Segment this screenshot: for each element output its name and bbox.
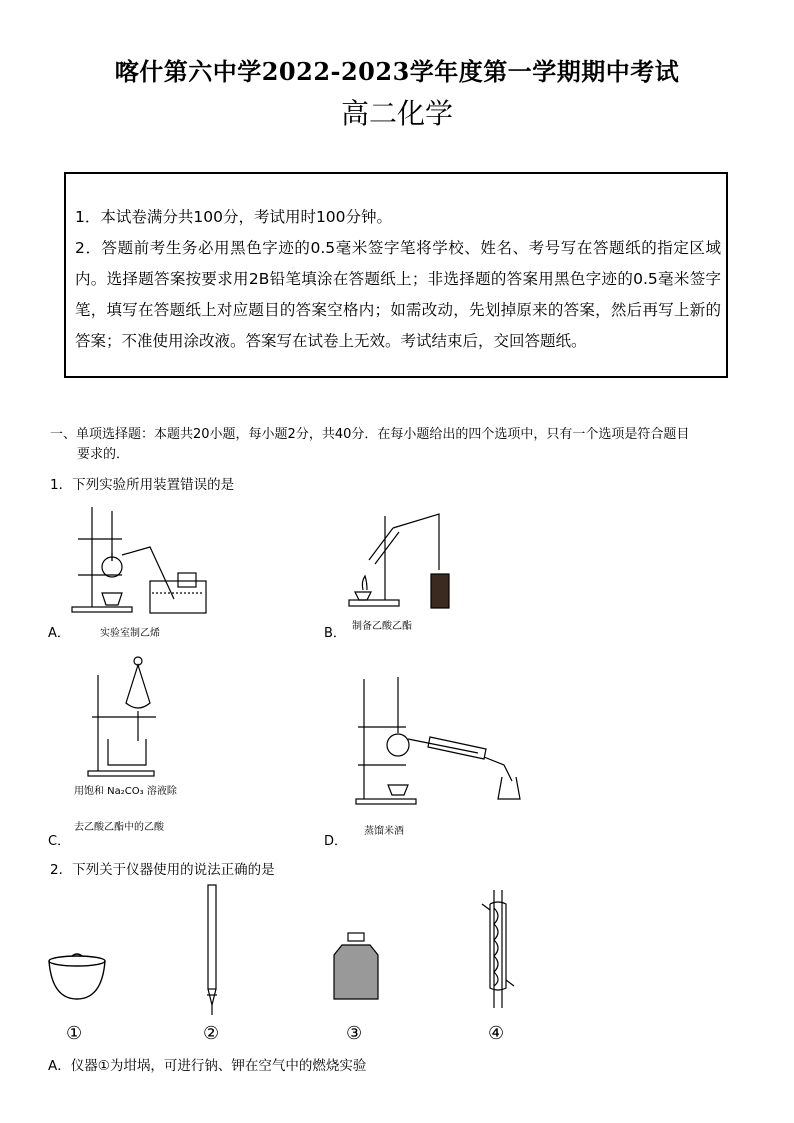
exam-subtitle: 高二化学 [340, 97, 453, 130]
apparatus-b-diagram [345, 510, 465, 610]
instrument-label-4: ④ [488, 1023, 505, 1044]
exam-title: 喀什第六中学2022-2023学年度第一学期期中考试 [114, 57, 680, 86]
q1-option-d-caption: 蒸馏米酒 [364, 826, 404, 837]
q2-option-a: A．仪器①为坩埚，可进行钠、钾在空气中的燃烧实验 [48, 1058, 367, 1074]
condenser-icon [480, 888, 516, 1012]
q1-option-a-caption: 实验室制乙烯 [100, 628, 160, 639]
notice-line-2: 2．答题前考生务必用黑色字迹的0.5毫米签字笔将学校、姓名、考号写在答题纸的指定区域内。选择题答案按要求用2B铅笔填涂在答题纸上；非选择题的答案用黑色字迹的0.5毫米签字笔，填写在答题纸上对应题目的答案空格内；如需改动，先划掉原来的答案，然后再写上新的答案；不准使用涂改液。答案写在试卷上无效。考试结束后，交回答题纸。 [75, 239, 721, 350]
q1-option-c-caption-1: 用饱和 Na₂CO₃ 溶液除 [74, 786, 177, 797]
section-heading-cont: 要求的． [77, 447, 130, 462]
instrument-label-2: ② [203, 1023, 220, 1044]
q1-option-b-label: B． [324, 626, 346, 641]
instrument-label-3: ③ [346, 1023, 363, 1044]
apparatus-d-diagram [352, 673, 524, 805]
question-1-stem: 1．下列实验所用装置错误的是 [50, 477, 235, 493]
reagent-bottle-icon [332, 931, 380, 1001]
notice-box [64, 172, 728, 378]
crucible-icon [46, 953, 108, 1003]
question-2-stem: 2．下列关于仪器使用的说法正确的是 [50, 862, 275, 878]
q1-option-c-caption-2: 去乙酸乙酯中的乙酸 [74, 822, 164, 833]
q1-option-a-label: A． [48, 626, 70, 641]
apparatus-a-diagram [70, 503, 210, 615]
q1-option-c-label: C． [48, 834, 71, 849]
burette-icon [203, 883, 223, 1017]
apparatus-c-diagram [86, 655, 166, 777]
notice-line-1: 1．本试卷满分共100分，考试用时100分钟。 [75, 208, 393, 226]
section-heading: 一、单项选择题：本题共20小题，每小题2分，共40分．在每小题给出的四个选项中，只有一个选项是符合题目 [50, 427, 690, 442]
q1-option-b-caption: 制备乙酸乙酯 [352, 621, 412, 632]
instrument-label-1: ① [66, 1023, 83, 1044]
q1-option-d-label: D． [324, 834, 348, 849]
